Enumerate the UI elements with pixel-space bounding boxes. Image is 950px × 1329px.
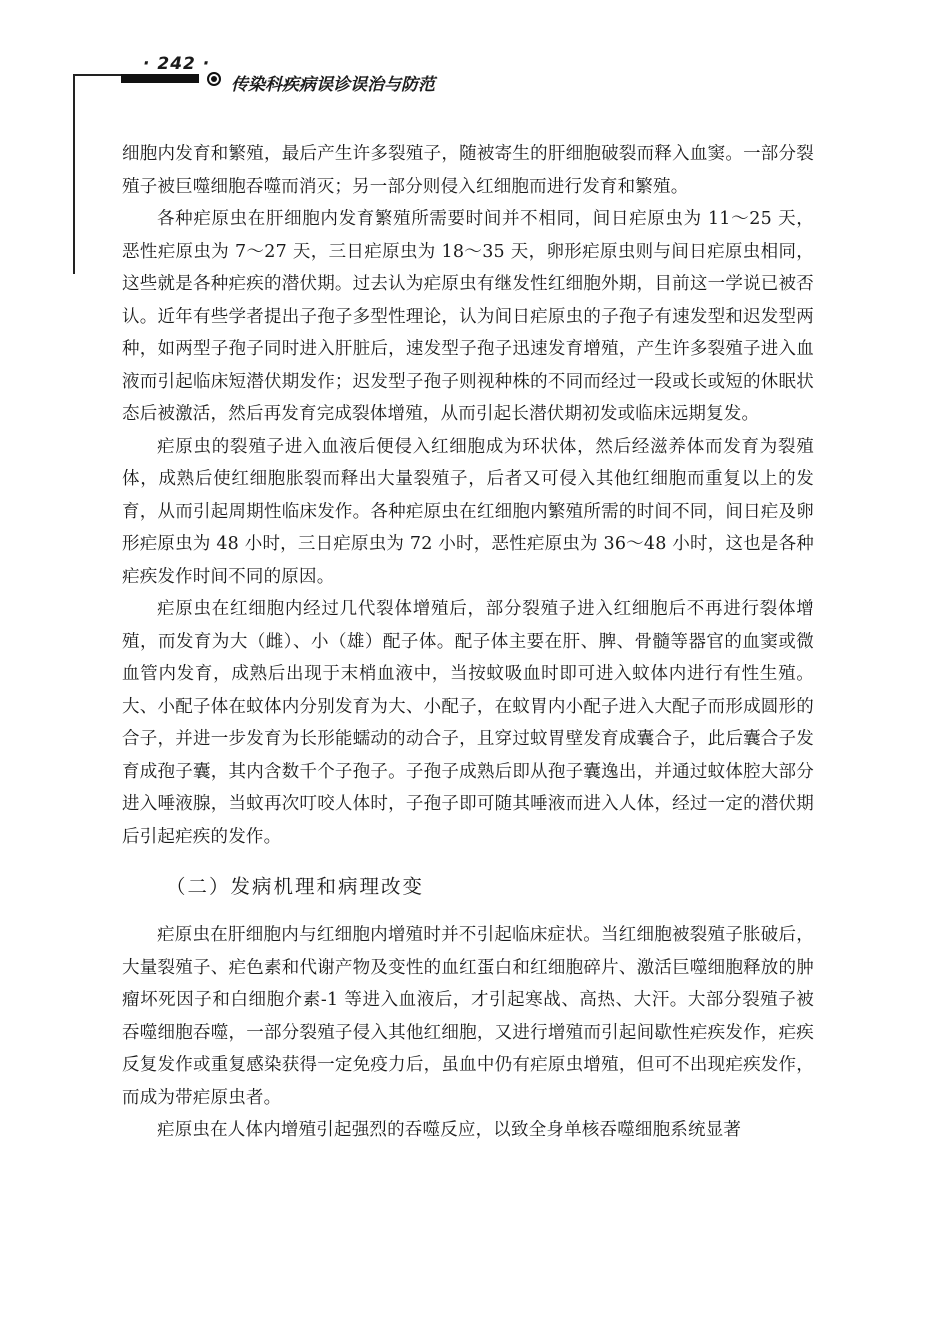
paragraph: 疟原虫的裂殖子进入血液后便侵入红细胞成为环状体，然后经滋养体而发育为裂殖体，成熟后使红细胞胀裂而释出大量裂殖子，后者又可侵入其他红细胞而重复以上的发育，从而引起周期性临床发作。各种疟原虫在红细胞内繁殖所需的时间不同，间日疟及卵形疟原虫为 48 小时，三日疟原虫为 72 小时，恶性疟原虫为 36～48 小时，这也是各种疟疾发作时间不同的原因。 (122, 436, 814, 587)
book-title: 传染科疾病误诊误治与防范 (231, 75, 435, 95)
paragraph: 各种疟原虫在肝细胞内发育繁殖所需要时间并不相同，间日疟原虫为 11～25 天，恶性疟原虫为 7～27 天，三日疟原虫为 18～35 天，卵形疟原虫则与间日疟原虫相同，这些就是各种疟疾的潜伏期。过去认为疟原虫有继发性红细胞外期，目前这一学说已被否认。近年有些学者提出子孢子多型性理论，认为间日疟原虫的子孢子有速发型和迟发型两种，如两型子孢子同时进入肝脏后，速发型子孢子迅速发育增殖，产生许多裂殖子进入血液而引起临床短潜伏期发作；迟发型子孢子则视种株的不同而经过一段或长或短的休眠状态后被激活，然后再发育完成裂体增殖，从而引起长潜伏期初发或临床远期复发。 (122, 209, 814, 424)
paragraph: 疟原虫在肝细胞内与红细胞内增殖时并不引起临床症状。当红细胞被裂殖子胀破后，大量裂殖子、疟色素和代谢产物及变性的血红蛋白和红细胞碎片、激活巨噬细胞释放的肿瘤坏死因子和白细胞介素-1 等进入血液后，才引起寒战、高热、大汗。大部分裂殖子被吞噬细胞吞噬，一部分裂殖子侵入其他红细胞，又进行增殖而引起间歇性疟疾发作，疟疾反复发作或重复感染获得一定免疫力后，虽血中仍有疟原虫增殖，但可不出现疟疾发作，而成为带疟原虫者。 (122, 925, 814, 1108)
page-body (122, 138, 814, 1147)
paragraph-continued: 细胞内发育和繁殖，最后产生许多裂殖子，随被寄生的肝细胞破裂而释入血窦。一部分裂殖子被巨噬细胞吞噬而消灭；另一部分则侵入红细胞而进行发育和繁殖。 (122, 144, 814, 197)
page-number: · 242 · (143, 54, 211, 74)
paragraph: 疟原虫在人体内增殖引起强烈的吞噬反应，以致全身单核吞噬细胞系统显著 (157, 1120, 742, 1140)
paragraph: 疟原虫在红细胞内经过几代裂体增殖后，部分裂殖子进入红细胞后不再进行裂体增殖，而发育为大（雌）、小（雄）配子体。配子体主要在肝、脾、骨髓等器官的血窦或微血管内发育，成熟后出现于末梢血液中，当按蚊吸血时即可进入蚊体内进行有性生殖。大、小配子体在蚊体内分别发育为大、小配子，在蚊胃内小配子进入大配子而形成圆形的合子，并进一步发育为长形能蠕动的动合子，且穿过蚊胃壁发育成囊合子，此后囊合子发育成孢子囊，其内含数千个子孢子。子孢子成熟后即从孢子囊逸出，并通过蚊体腔大部分进入唾液腺，当蚊再次叮咬人体时，子孢子即可随其唾液而进入人体，经过一定的潜伏期后引起疟疾的发作。 (122, 599, 814, 847)
margin-rule (73, 74, 75, 274)
bullseye-icon (207, 72, 221, 86)
header-rule (73, 74, 121, 76)
section-heading: （二）发病机理和病理改变 (166, 875, 425, 898)
header-bar (121, 74, 199, 83)
